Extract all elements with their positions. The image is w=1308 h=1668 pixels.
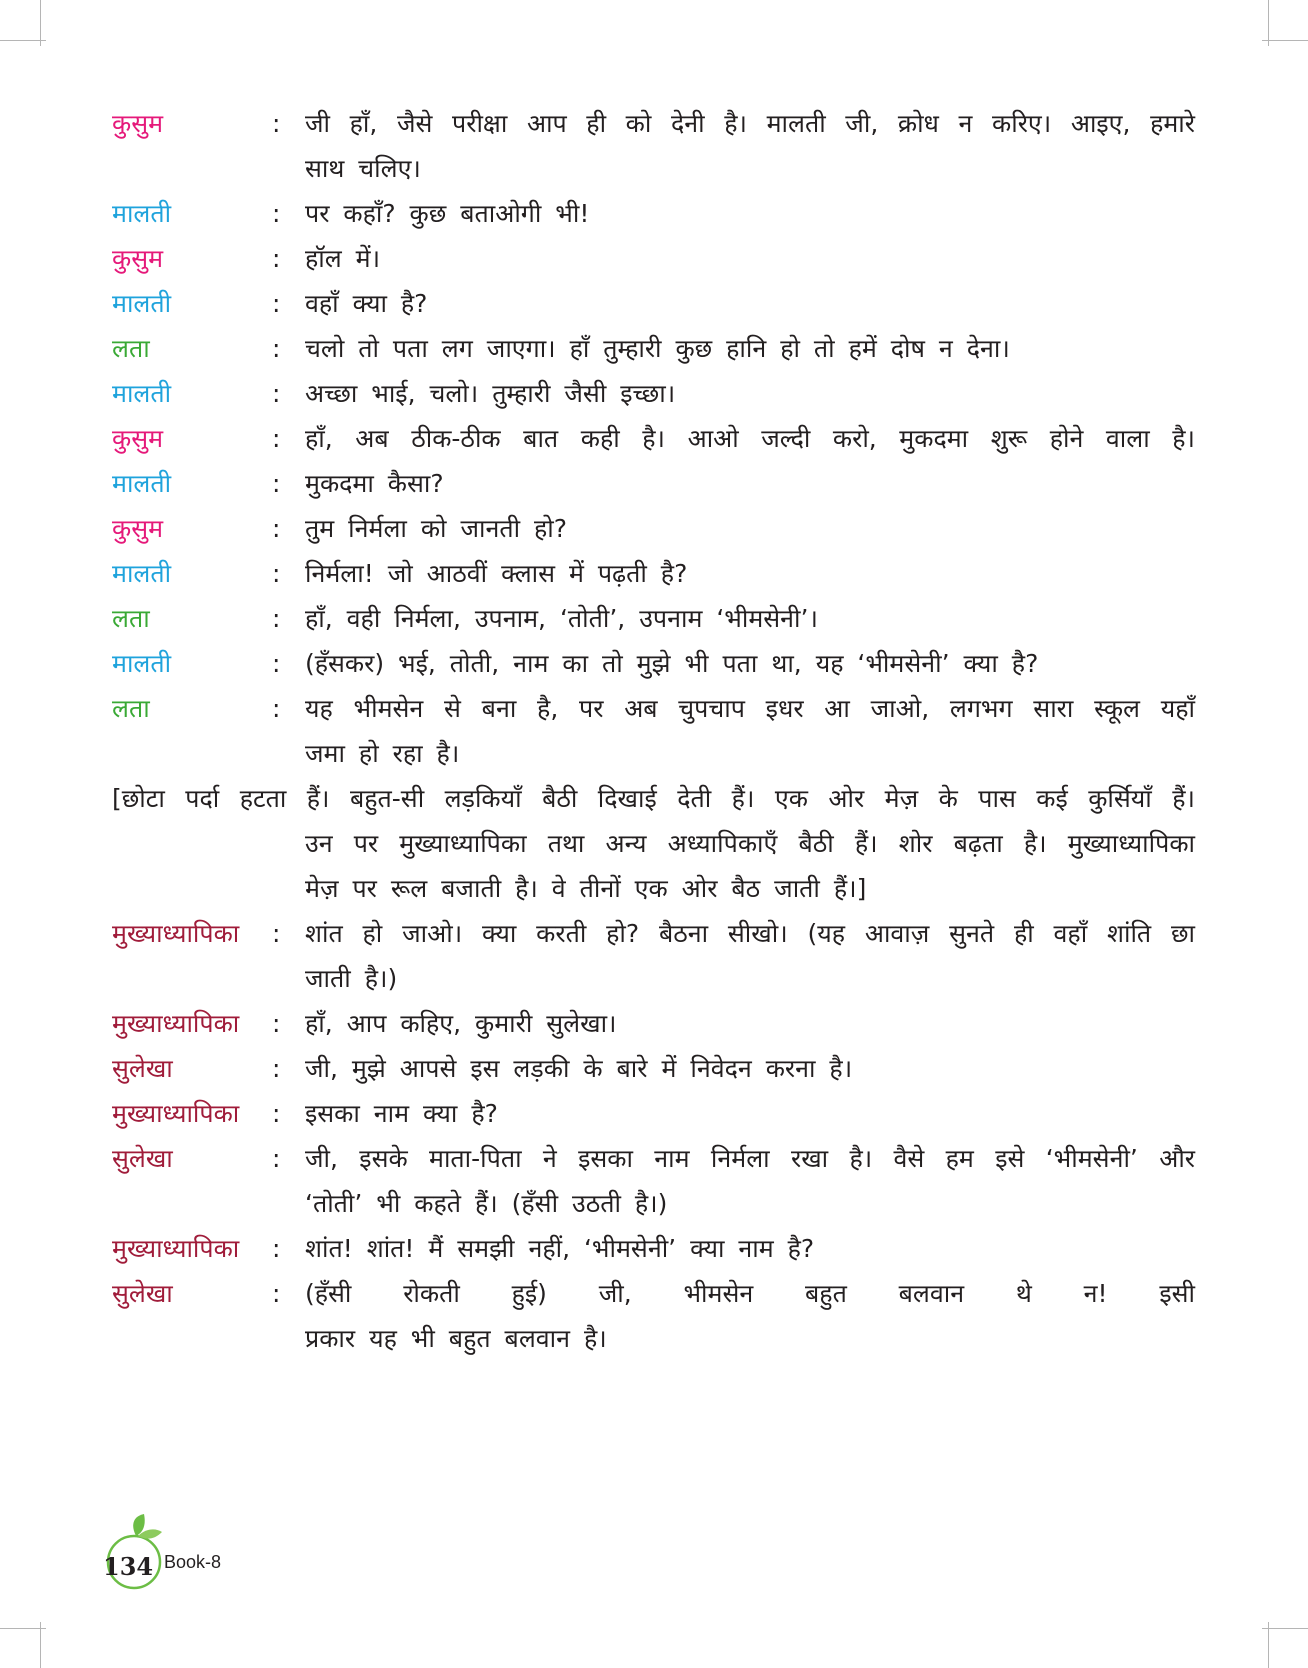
dialogue-text: प्रकार यह भी बहुत बलवान है।: [305, 1324, 607, 1353]
page-number: 134: [103, 1552, 154, 1581]
speaker-colon: :: [272, 1234, 281, 1263]
speaker-name: मालती: [112, 289, 172, 318]
dialogue-text: पर कहाँ? कुछ बताओगी भी!: [305, 199, 590, 228]
speaker-name: सुलेखा: [112, 1279, 173, 1308]
dialogue-line: [0, 1318, 1308, 1366]
speaker-colon: :: [272, 244, 281, 273]
speaker-name: मुख्याध्यापिका: [112, 1009, 240, 1038]
dialogue-text: हाँ, वही निर्मला, उपनाम, ‘तोती’, उपनाम ‘भीमसेनी’।: [305, 604, 818, 633]
speaker-name: कुसुम: [112, 244, 164, 273]
speaker-name: मालती: [112, 559, 172, 588]
dialogue-line: [0, 328, 1308, 376]
speaker-colon: :: [272, 604, 281, 633]
dialogue-text: जी हाँ, जैसे परीक्षा आप ही को देनी है। मालती जी, क्रोध न करिए। आइए, हमारे: [305, 109, 1195, 138]
dialogue-line: [0, 958, 1308, 1006]
speaker-name: मालती: [112, 379, 172, 408]
dialogue-text: शांत हो जाओ। क्या करती हो? बैठना सीखो। (यह आवाज़ सुनते ही वहाँ शांति छा: [305, 919, 1195, 948]
book-label: Book-8: [164, 1552, 222, 1572]
dialogue-line: [0, 1273, 1308, 1321]
dialogue-line: [0, 688, 1308, 736]
dialogue-line: [0, 508, 1308, 556]
dialogue-text: इसका नाम क्या है?: [305, 1099, 498, 1128]
dialogue-line: [0, 463, 1308, 511]
speaker-name: मुख्याध्यापिका: [112, 919, 240, 948]
dialogue-text: साथ चलिए।: [305, 154, 421, 183]
dialogue-text: (हँसी रोकती हुई) जी, भीमसेन बहुत बलवान थे न! इसी: [305, 1279, 1195, 1308]
dialogue-line: [0, 733, 1308, 781]
dialogue-line: [0, 103, 1308, 151]
dialogue-line: [0, 283, 1308, 331]
dialogue-text: हॉल में।: [305, 244, 381, 273]
speaker-name: कुसुम: [112, 109, 164, 138]
dialogue-line: [0, 418, 1308, 466]
speaker-colon: :: [272, 379, 281, 408]
speaker-colon: :: [272, 199, 281, 228]
dialogue-line: [0, 553, 1308, 601]
dialogue-line: [0, 148, 1308, 196]
speaker-colon: :: [272, 694, 281, 723]
dialogue-line: [0, 913, 1308, 961]
speaker-name: कुसुम: [112, 424, 164, 453]
speaker-colon: :: [272, 919, 281, 948]
speaker-colon: :: [272, 1144, 281, 1173]
dialogue-text: ‘तोती’ भी कहते हैं। (हँसी उठती है।): [305, 1189, 668, 1218]
dialogue-text: उन पर मुख्याध्यापिका तथा अन्य अध्यापिकाएँ बैठी हैं। शोर बढ़ता है। मुख्याध्यापिका: [305, 829, 1195, 858]
speaker-colon: :: [272, 109, 281, 138]
speaker-colon: :: [272, 469, 281, 498]
speaker-colon: :: [272, 559, 281, 588]
speaker-name: लता: [112, 604, 150, 633]
speaker-name: लता: [112, 334, 150, 363]
dialogue-text: हाँ, अब ठीक-ठीक बात कही है। आओ जल्दी करो, मुकदमा शुरू होने वाला है।: [305, 424, 1195, 453]
dialogue-line: [0, 1228, 1308, 1276]
speaker-colon: :: [272, 514, 281, 543]
speaker-name: मालती: [112, 649, 172, 678]
speaker-name: मालती: [112, 469, 172, 498]
dialogue-line: [0, 1093, 1308, 1141]
dialogue-text: निर्मला! जो आठवीं क्लास में पढ़ती है?: [305, 559, 688, 588]
speaker-colon: :: [272, 1099, 281, 1128]
speaker-colon: :: [272, 334, 281, 363]
dialogue-text: जाती है।): [305, 964, 398, 993]
speaker-colon: :: [272, 649, 281, 678]
speaker-colon: :: [272, 289, 281, 318]
dialogue-text: शांत! शांत! मैं समझी नहीं, ‘भीमसेनी’ क्या नाम है?: [305, 1234, 815, 1263]
dialogue-line: [0, 1183, 1308, 1231]
dialogue-text: मुकदमा कैसा?: [305, 469, 444, 498]
speaker-name: लता: [112, 694, 150, 723]
dialogue-text: जी, इसके माता-पिता ने इसका नाम निर्मला रखा है। वैसे हम इसे ‘भीमसेनी’ और: [305, 1144, 1195, 1173]
dialogue-line: [0, 1048, 1308, 1096]
dialogue-text: जमा हो रहा है।: [305, 739, 460, 768]
dialogue-line: [0, 778, 1308, 826]
dialogue-line: [0, 1138, 1308, 1186]
dialogue-line: [0, 643, 1308, 691]
dialogue-text: जी, मुझे आपसे इस लड़की के बारे में निवेदन करना है।: [305, 1054, 853, 1083]
speaker-name: कुसुम: [112, 514, 164, 543]
speaker-name: सुलेखा: [112, 1054, 173, 1083]
dialogue-line: [0, 238, 1308, 286]
dialogue-text: तुम निर्मला को जानती हो?: [305, 514, 568, 543]
dialogue-line: [0, 193, 1308, 241]
dialogue-text: चलो तो पता लग जाएगा। हाँ तुम्हारी कुछ हानि हो तो हमें दोष न देना।: [305, 334, 1010, 363]
dialogue-text: हाँ, आप कहिए, कुमारी सुलेखा।: [305, 1009, 617, 1038]
dialogue-text: वहाँ क्या है?: [305, 289, 428, 318]
dialogue-text: मेज़ पर रूल बजाती है। वे तीनों एक ओर बैठ जाती हैं।]: [305, 874, 867, 903]
dialogue-line: [0, 598, 1308, 646]
dialogue-text: (हँसकर) भई, तोती, नाम का तो मुझे भी पता था, यह ‘भीमसेनी’ क्या है?: [305, 649, 1039, 678]
dialogue-text: अच्छा भाई, चलो। तुम्हारी जैसी इच्छा।: [305, 379, 676, 408]
speaker-name: मुख्याध्यापिका: [112, 1234, 240, 1263]
speaker-colon: :: [272, 1279, 281, 1308]
dialogue-text: यह भीमसेन से बना है, पर अब चुपचाप इधर आ जाओ, लगभग सारा स्कूल यहाँ: [305, 694, 1195, 723]
speaker-name: मालती: [112, 199, 172, 228]
dialogue-line: [0, 373, 1308, 421]
dialogue-line: [0, 868, 1308, 916]
speaker-colon: :: [272, 1009, 281, 1038]
speaker-name: मुख्याध्यापिका: [112, 1099, 240, 1128]
speaker-name: सुलेखा: [112, 1144, 173, 1173]
dialogue-text: [छोटा पर्दा हटता हैं। बहुत-सी लड़कियाँ बैठी दिखाई देती हैं। एक ओर मेज़ के पास कई कुर्सियाँ हैं।: [112, 784, 1195, 813]
dialogue-line: [0, 1003, 1308, 1051]
speaker-colon: :: [272, 1054, 281, 1083]
dialogue-line: [0, 823, 1308, 871]
speaker-colon: :: [272, 424, 281, 453]
